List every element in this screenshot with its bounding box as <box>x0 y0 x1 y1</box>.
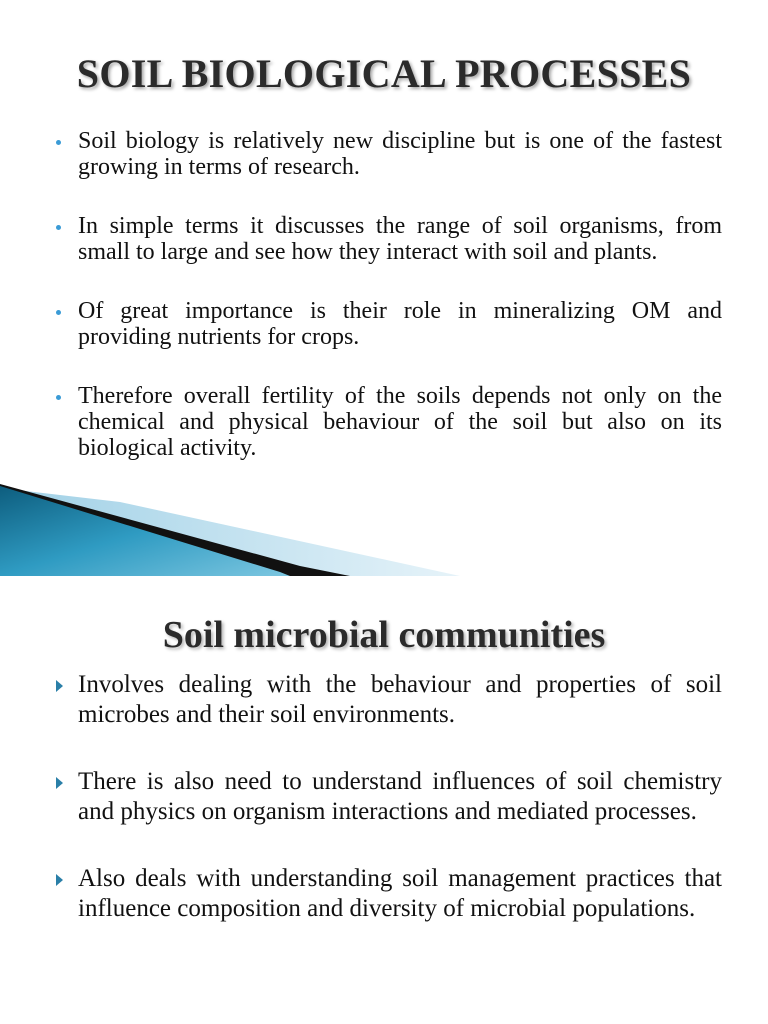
decorative-swoosh <box>0 480 768 576</box>
triangle-bullet-icon <box>56 874 63 886</box>
slide-title: SOIL BIOLOGICAL PROCESSES <box>76 51 692 96</box>
bullet-text: Soil biology is relatively new discipline but is one of the fastest growing in terms of research. <box>78 128 722 180</box>
dot-bullet-icon <box>56 225 61 230</box>
list-item <box>54 864 722 924</box>
bullet-list <box>54 670 722 961</box>
bullet-text: Involves dealing with the behaviour and properties of soil microbes and their soil environments. <box>78 671 722 728</box>
bullet-text: Of great importance is their role in mineralizing OM and providing nutrients for crops. <box>78 298 722 350</box>
triangle-bullet-icon <box>56 777 63 789</box>
dot-bullet-icon <box>56 140 61 145</box>
bullet-text: Also deals with understanding soil management practices that influence composition and diversity of microbial populations. <box>78 865 722 922</box>
dot-bullet-icon <box>56 395 61 400</box>
list-item <box>54 128 722 180</box>
list-item <box>54 298 722 350</box>
dot-bullet-icon <box>56 310 61 315</box>
slide-soil-microbial-communities <box>0 576 768 1024</box>
slide-title: Soil microbial communities <box>162 614 606 656</box>
bullet-text: In simple terms it discusses the range of soil organisms, from small to large and see how they interact with soil and plants. <box>78 213 722 265</box>
bullet-list <box>54 128 722 494</box>
list-item <box>54 767 722 827</box>
list-item <box>54 383 722 461</box>
triangle-bullet-icon <box>56 680 63 692</box>
list-item <box>54 213 722 265</box>
bullet-text: There is also need to understand influences of soil chemistry and physics on organism interactions and mediated processes. <box>78 768 722 825</box>
list-item <box>54 670 722 730</box>
bullet-text: Therefore overall fertility of the soils depends not only on the chemical and physical behaviour of the soil but also on its biological activity. <box>78 383 722 461</box>
